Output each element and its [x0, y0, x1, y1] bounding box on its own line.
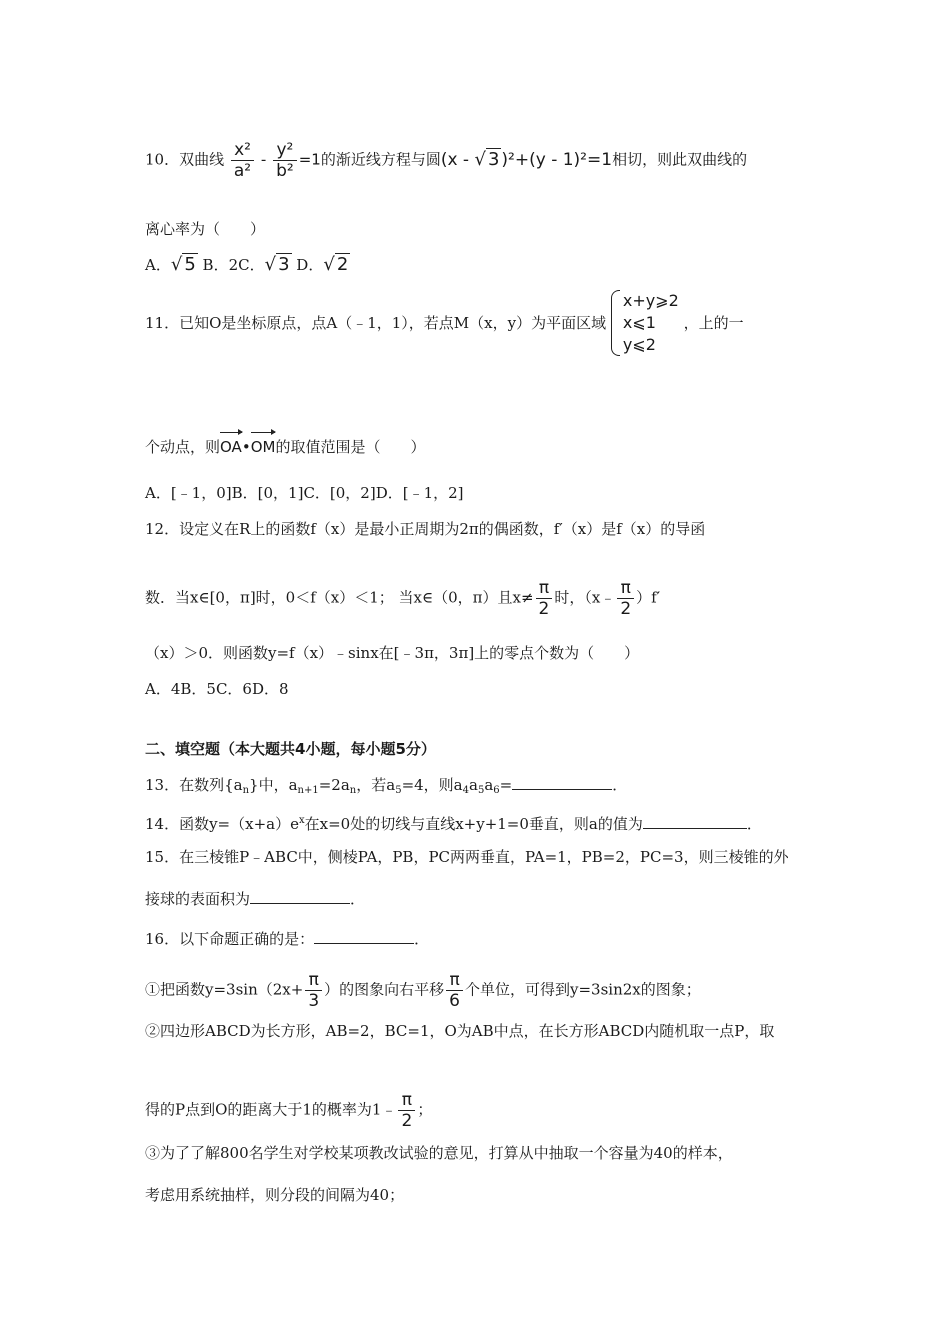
q10-line1: 10．双曲线 $\frac{\text{x²}}{\text{a²}}$ - $\frac{\text{y²}}{\text{b²}}$ =1的渐近线方程与圆(x - √ 3 )²+(y - 1)²=1相切，则此双曲线的	[145, 140, 748, 181]
fraction-pi-2: $\frac{\pi}{2}$	[398, 1090, 415, 1131]
fraction-pi-2: $\frac{\pi}{2}$	[617, 578, 634, 619]
q15-line2: 接球的表面积为 ．	[145, 890, 366, 908]
q16-line1: 16．以下命题正确的是： ．	[145, 930, 430, 948]
q12-options: A．4B．5C．6D．8	[145, 680, 289, 698]
q12-line2: 数．当x∈[0，π]时，0＜f（x）＜1； 当x∈（0，π）且x≠ $\frac{\pi}{2}$ 时，（x﹣ $\frac{\pi}{2}$ ）f′	[145, 578, 661, 619]
q16-p1: ①把函数y=3sin（2x+ $\frac{\pi}{3}$ ）的图象向右平移 $\frac{\pi}{6}$ 个单位，可得到y=3sin2x的图象；	[145, 970, 701, 1011]
q16-p2-line1: ②四边形ABCD为长方形，AB=2，BC=1，O为AB中点，在长方形ABCD内随机取一点P，取	[145, 1022, 775, 1040]
answer-blank[interactable]	[643, 814, 747, 829]
q11-options: A．[﹣1，0]B．[0，1]C．[0，2]D．[﹣1，2]	[145, 484, 464, 502]
section-title: 二、填空题（本大题共4小题，每小题5分）	[145, 740, 436, 758]
q13: 13．在数列$\{a_n\}$中，$a_{n+1}=2a_n$，若$a_5=4$，则$a_4a_5a_6=$ ．	[145, 776, 628, 796]
q12-line3: （x）＞0．则函数y=f（x）﹣sinx在[﹣3π，3π]上的零点个数为（ ）	[145, 644, 640, 662]
inequality-system: x+y⩾2 x⩽1 y⩽2	[611, 290, 679, 356]
fraction-pi-2: $\frac{\pi}{2}$	[536, 578, 553, 619]
q15-line1: 15．在三棱锥P﹣ABC中，侧棱PA，PB，PC两两垂直，PA=1，PB=2，PC=3，则三棱锥的外	[145, 848, 789, 866]
answer-blank[interactable]	[512, 775, 612, 790]
vector-oa: OA	[220, 430, 242, 458]
circle-equation: (x - √ 3 )²+(y - 1)²=1	[440, 148, 613, 170]
answer-blank[interactable]	[314, 929, 414, 944]
q16-p3-line2: 考虑用系统抽样，则分段的间隔为40；	[145, 1186, 405, 1204]
q10-options: A．√ 5 B．2C．√ 3 D．√ 2	[145, 254, 349, 275]
fraction-pi-3: $\frac{\pi}{3}$	[305, 970, 322, 1011]
answer-blank[interactable]	[250, 889, 350, 904]
brace-icon	[611, 290, 620, 356]
q12-line1: 12．设定义在R上的函数f（x）是最小正周期为2π的偶函数，f′（x）是f（x）的导函	[145, 520, 706, 538]
q16-p3-line1: ③为了了解800名学生对学校某项教改试验的意见，打算从中抽取一个容量为40的样本，	[145, 1144, 733, 1162]
fraction-pi-6: $\frac{\pi}{6}$	[446, 970, 463, 1011]
vector-om: OM	[251, 430, 276, 458]
fraction-y2-b2: $\frac{\text{y²}}{\text{b²}}$	[273, 140, 297, 181]
q11-line1: 11．已知O是坐标原点，点A（﹣1，1），若点M（x，y）为平面区域 x+y⩾2 x⩽1 y⩽2 ，上的一	[145, 291, 744, 354]
q16-p2-line2: 得的P点到O的距离大于1的概率为1﹣ $\frac{\pi}{2}$ ；	[145, 1090, 433, 1131]
q10-number: 10．	[145, 150, 180, 169]
q10-line2: 离心率为（ ）	[145, 220, 266, 238]
fraction-x2-a2: $\frac{\text{x²}}{\text{a²}}$	[231, 140, 254, 181]
q14: 14．函数$y=(x+a)e^x$在x=0处的切线与直线x+y+1=0垂直，则a的值为 ．	[145, 815, 762, 833]
q11-line2: 个动点，则OA•OM的取值范围是（ ）	[145, 430, 425, 458]
